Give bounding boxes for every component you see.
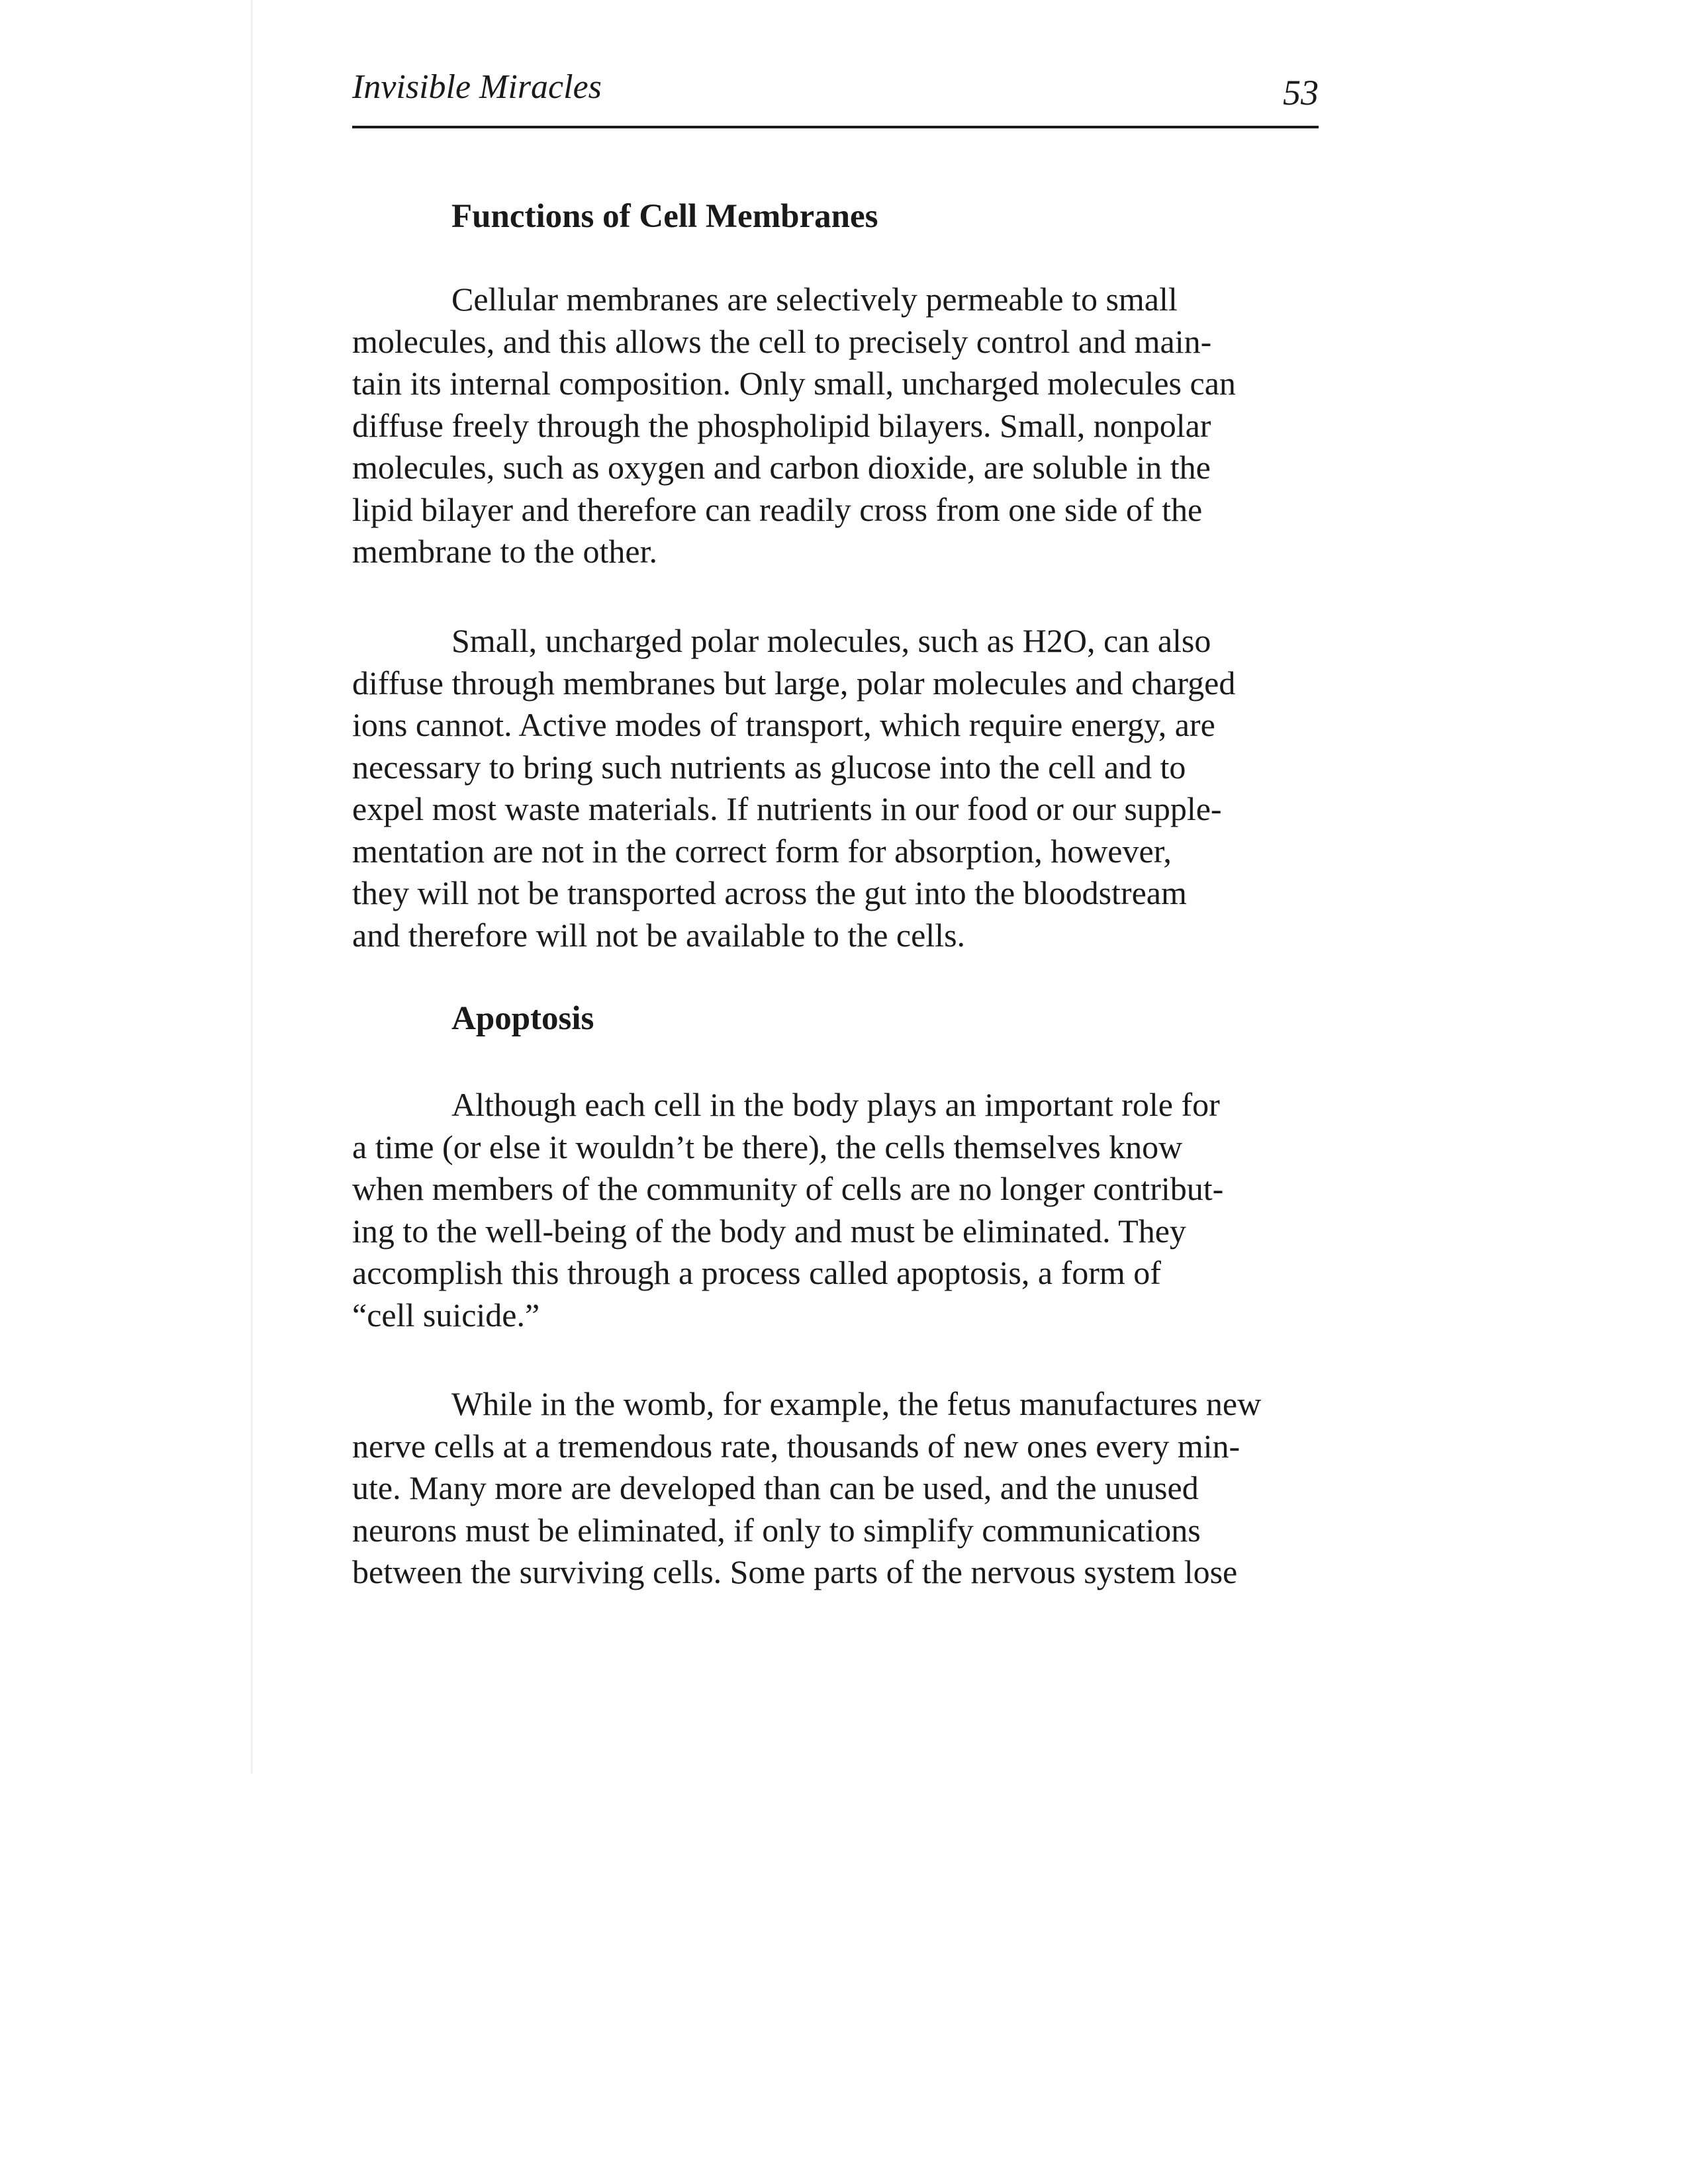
text-line: lipid bilayer and therefore can readily cross from one side of the xyxy=(352,490,1203,528)
text-line: when members of the community of cells are no longer contribut- xyxy=(352,1170,1224,1207)
section-heading-apoptosis: Apoptosis xyxy=(451,1000,594,1037)
text-line: membrane to the other. xyxy=(352,533,657,570)
paragraph-apoptosis-2 xyxy=(352,1383,1319,1594)
text-line: they will not be transported across the gut into the bloodstream xyxy=(352,874,1187,911)
text-line: and therefore will not be available to the cells. xyxy=(352,916,966,954)
running-head xyxy=(352,64,1319,130)
text-line: a time (or else it wouldn’t be there), the cells themselves know xyxy=(352,1128,1183,1165)
text-line: diffuse through membranes but large, polar molecules and charged xyxy=(352,664,1236,702)
section-heading-cell-membranes: Functions of Cell Membranes xyxy=(451,198,878,235)
text-line: molecules, such as oxygen and carbon dioxide, are soluble in the xyxy=(352,449,1211,486)
text-line: mentation are not in the correct form for absorption, however, xyxy=(352,832,1172,870)
paragraph-membranes-1 xyxy=(352,279,1319,573)
text-line: diffuse freely through the phospholipid bilayers. Small, nonpolar xyxy=(352,406,1211,444)
running-title: Invisible Miracles xyxy=(352,68,602,106)
header-rule xyxy=(352,126,1319,128)
paragraph-apoptosis-1 xyxy=(352,1084,1319,1336)
text-line: accomplish this through a process called apoptosis, a form of xyxy=(352,1254,1161,1291)
text-line: between the surviving cells. Some parts of the nervous system lose xyxy=(352,1553,1238,1590)
page-number: 53 xyxy=(1283,73,1319,113)
text-line: ing to the well-being of the body and must be eliminated. They xyxy=(352,1212,1186,1250)
text-line: molecules, and this allows the cell to precisely control and main- xyxy=(352,322,1212,360)
text-line: nerve cells at a tremendous rate, thousands of new ones every min- xyxy=(352,1427,1241,1465)
text-line: “cell suicide.” xyxy=(352,1296,540,1334)
text-line: expel most waste materials. If nutrients in our food or our supple- xyxy=(352,790,1222,827)
text-line: Small, uncharged polar molecules, such as H2O, can also xyxy=(451,622,1211,659)
paragraph-membranes-2 xyxy=(352,620,1319,956)
text-line: necessary to bring such nutrients as glucose into the cell and to xyxy=(352,748,1186,786)
text-line: neurons must be eliminated, if only to simplify communications xyxy=(352,1511,1201,1549)
text-line: tain its internal composition. Only small, uncharged molecules can xyxy=(352,365,1236,402)
text-line: Although each cell in the body plays an important role for xyxy=(451,1086,1220,1123)
text-line: While in the womb, for example, the fetus manufactures new xyxy=(451,1385,1262,1422)
binding-gutter-line xyxy=(251,0,253,1774)
text-line: Cellular membranes are selectively permeable to small xyxy=(451,281,1178,318)
text-line: ute. Many more are developed than can be used, and the unused xyxy=(352,1469,1199,1506)
text-line: ions cannot. Active modes of transport, which require energy, are xyxy=(352,706,1215,743)
